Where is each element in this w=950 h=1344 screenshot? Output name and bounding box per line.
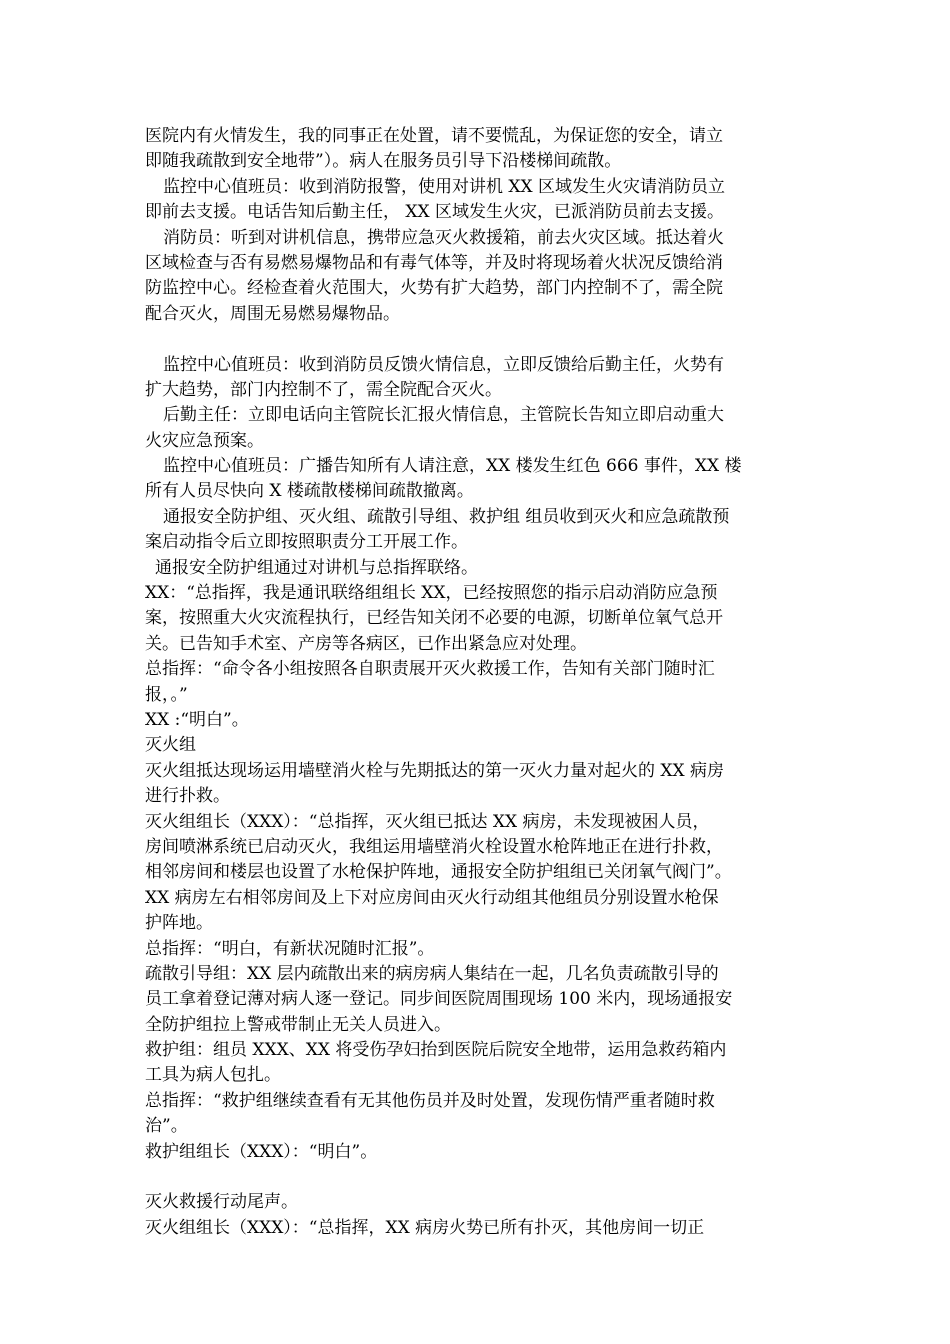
text-line: 员工拿着登记薄对病人逐一登记。同步间医院周围现场 100 米内，现场通报安 — [145, 989, 733, 1010]
text-line: XX：“总指挥，我是通讯联络组组长 XX，已经按照您的指示启动消防应急预 — [145, 583, 718, 604]
text-line: 即随我疏散到安全地带”）。病人在服务员引导下沿楼梯间疏散。 — [145, 151, 622, 172]
text-line: XX :“明白”。 — [145, 709, 249, 730]
blank-line — [145, 327, 815, 352]
text-line: 案，按照重大火灾流程执行，已经告知关闭不必要的电源，切断单位氧气总开 — [145, 608, 723, 629]
text-line: 治”。 — [145, 1116, 188, 1137]
text-line: 报，。” — [145, 684, 188, 705]
text-line: 通报安全防护组通过对讲机与总指挥联络。 — [155, 557, 478, 578]
blank-line — [145, 1165, 815, 1190]
text-line: 医院内有火情发生，我的同事正在处置，请不要慌乱，为保证您的安全，请立 — [145, 126, 723, 146]
text-line: 工具为病人包扎。 — [145, 1065, 281, 1086]
text-line: XX 病房左右相邻房间及上下对应房间由灭火行动组其他组员分别设置水枪保 — [145, 887, 719, 908]
text-line: 即前去支援。电话告知后勤主任， XX 区域发生火灾，已派消防员前去支援。 — [145, 202, 725, 223]
text-line: 监控中心值班员：广播告知所有人请注意，XX 楼发生红色 666 事件，XX 楼 — [163, 456, 742, 477]
text-line: 灭火组组长（XXX）：“总指挥，灭火组已抵达 XX 病房，未发现被困人员， — [145, 811, 710, 832]
text-line: 消防员：听到对讲机信息，携带应急灭火救援箱，前去火灾区域。抵达着火 — [163, 227, 724, 248]
text-line: 监控中心值班员：收到消防员反馈火情信息，立即反馈给后勤主任，火势有 — [163, 354, 724, 375]
text-line: 救护组：组员 XXX、XX 将受伤孕妇抬到医院后院安全地带，运用急救药箱内 — [145, 1040, 727, 1061]
text-line: 房间喷淋系统已启动灭火，我组运用墙壁消火栓设置水枪阵地正在进行扑救， — [145, 836, 723, 857]
text-line: 相邻房间和楼层也设置了水枪保护阵地，通报安全防护组组已关闭氧气阀门”。 — [145, 862, 732, 883]
text-line: 配合灭火，周围无易燃易爆物品。 — [145, 303, 400, 324]
text-line: 护阵地。 — [145, 913, 213, 934]
text-line: 所有人员尽快向 X 楼疏散楼梯间疏散撤离。 — [145, 481, 474, 502]
text-line: 进行扑救。 — [145, 786, 230, 807]
text-line: 监控中心值班员：收到消防报警，使用对讲机 XX 区域发生火灾请消防员立 — [163, 176, 726, 197]
text-line: 总指挥：“明白，有新状况随时汇报”。 — [145, 938, 435, 959]
text-line: 区域检查与否有易燃易爆物品和有毒气体等，并及时将现场着火状况反馈给消 — [145, 252, 723, 273]
text-line: 总指挥：“救护组继续查看有无其他伤员并及时处置，发现伤情严重者随时救 — [145, 1090, 715, 1111]
text-line: 防监控中心。经检查着火范围大，火势有扩大趋势，部门内控制不了，需全院 — [145, 278, 723, 299]
text-line: 关。已告知手术室、产房等各病区，已作出紧急应对处理。 — [145, 633, 587, 654]
text-line: 总指挥：“命令各小组按照各自职责展开灭火救援工作，告知有关部门随时汇 — [145, 659, 715, 680]
text-line: 通报安全防护组、灭火组、疏散引导组、救护组 组员收到灭火和应急疏散预 — [163, 506, 730, 527]
document-body — [145, 124, 815, 1241]
text-line: 扩大趋势，部门内控制不了，需全院配合灭火。 — [145, 379, 502, 400]
text-line: 灭火组组长（XXX）：“总指挥，XX 病房火势已所有扑灭，其他房间一切正 — [145, 1217, 705, 1238]
text-line: 案启动指令后立即按照职责分工开展工作。 — [145, 532, 468, 553]
text-line: 救护组组长（XXX）：“明白”。 — [145, 1141, 378, 1162]
text-line: 灭火组抵达现场运用墙壁消火栓与先期抵达的第一灭火力量对起火的 XX 病房 — [145, 760, 725, 781]
text-line: 后勤主任：立即电话向主管院长汇报火情信息，主管院长告知立即启动重大 — [163, 405, 724, 426]
text-line: 灭火救援行动尾声。 — [145, 1192, 298, 1213]
text-line: 全防护组拉上警戒带制止无关人员进入。 — [145, 1014, 451, 1035]
text-line: 灭火组 — [145, 735, 196, 756]
text-line: 疏散引导组：XX 层内疏散出来的病房病人集结在一起，几名负责疏散引导的 — [145, 963, 719, 984]
text-line: 火灾应急预案。 — [145, 430, 264, 451]
